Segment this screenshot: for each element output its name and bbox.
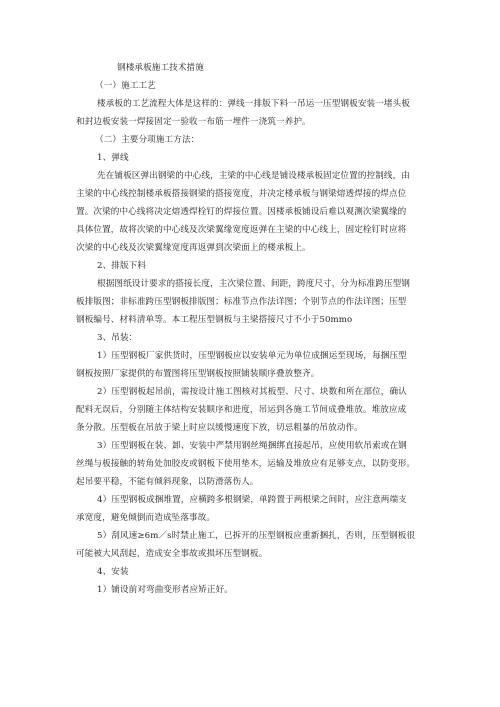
paragraph-line: 先在铺板区弹出钢梁的中心线，主梁的中心线是铺设楼承板固定位置的控制线，由: [97, 171, 410, 181]
paragraph-line: 承宽度，避免倾倒而造成坠落事故。: [76, 513, 216, 523]
paragraph-line: 条分散。压型板在吊放于梁上时应以缓慢速度下放，切忌粗暴的吊放动作。: [76, 423, 363, 433]
section-heading: 4、安装: [97, 567, 129, 577]
paragraph-line: 主梁的中心线控制楼承板搭接钢梁的搭接宽度，并决定楼承板与钢梁熔透焊接的焊点位: [76, 189, 407, 199]
paragraph-line: 和封边板安装一焊接固定一验收一布筋一埋件一浇筑一养护。: [76, 117, 311, 127]
paragraph-line: 根据图纸设计要求的搭接长度，主次梁位置、间距，跨度尺寸，分为标准跨压型钢: [97, 279, 410, 289]
document-title: 钢楼承板施工技术措施: [117, 63, 204, 73]
paragraph-line: 钢板按照厂家提供的布置图将压型钢板按照铺装顺序叠放整齐。: [76, 369, 320, 379]
paragraph-line: 1）铺设前对弯曲变形者应矫正好。: [97, 585, 233, 595]
paragraph-line: 3）压型钢板在装、卸、安装中严禁用钢丝绳捆绑直接起吊，应使用软吊索或在钢: [97, 441, 407, 451]
paragraph-line: 起吊要平稳，不能有倾斜现象，以防滑落伤人。: [76, 477, 259, 487]
section-heading: （二）主要分项施工方法：: [95, 135, 200, 145]
paragraph-line: 丝绳与板接触的转角处加胶皮或钢板下使用垫木，运输及堆放应有足够支点，以防变形。: [76, 459, 416, 469]
paragraph-line: 楼承板的工艺流程大体是这样的：弹线一排版下料一吊运一压型钢板安装一堵头板: [97, 99, 410, 109]
paragraph-line: 1）压型钢板厂家供货时，压型钢板应以安装单元为单位成捆运至现场，每捆压型: [97, 351, 407, 361]
paragraph-line: 4）压型钢板成捆堆置，应横跨多根钢梁，单跨置于两根梁之间时，应注意两端支: [97, 495, 407, 505]
section-heading: 2、排版下料: [97, 261, 147, 271]
paragraph-line: 置。次梁的中心线将决定熔透焊栓钉的焊接位置。因楼承板铺设后难以观测次梁翼缘的: [76, 207, 407, 217]
paragraph-line: 钢板编号、材料清单等。本工程压型钢板与主梁搭接尺寸不小于50mmo: [76, 315, 353, 325]
section-heading: （一）施工工艺: [95, 81, 156, 91]
paragraph-line: 板排版图；非标准跨压型钢板排版图；标准节点作法详图；个别节点的作法详图；压型: [76, 297, 407, 307]
paragraph-line: 5）刮风速≥6m／s时禁止施工，已拆开的压型钢板应重新捆扎，否则，压型钢板很: [97, 531, 416, 541]
paragraph-line: 2）压型钢板起吊前，需按设计施工图核对其板型、尺寸、块数和所在部位，确认: [97, 387, 407, 397]
section-heading: 1、弹线: [97, 153, 129, 163]
paragraph-line: 可能被大风刮起，造成安全事故或损坏压型钢板。: [76, 549, 268, 559]
paragraph-line: 具体位置，故将次梁的中心线及次梁翼缘宽度返弹在主梁的中心线上，固定栓钉时应将: [76, 225, 407, 235]
paragraph-line: 次梁的中心线及次梁翼缘宽度再返弹到次梁面上的楼承板上。: [76, 243, 311, 253]
paragraph-line: 配料无误后，分别随主体结构安装顺序和进度，吊运到各施工节间成叠堆放。堆放应成: [76, 405, 407, 415]
section-heading: 3、吊装：: [97, 333, 138, 343]
